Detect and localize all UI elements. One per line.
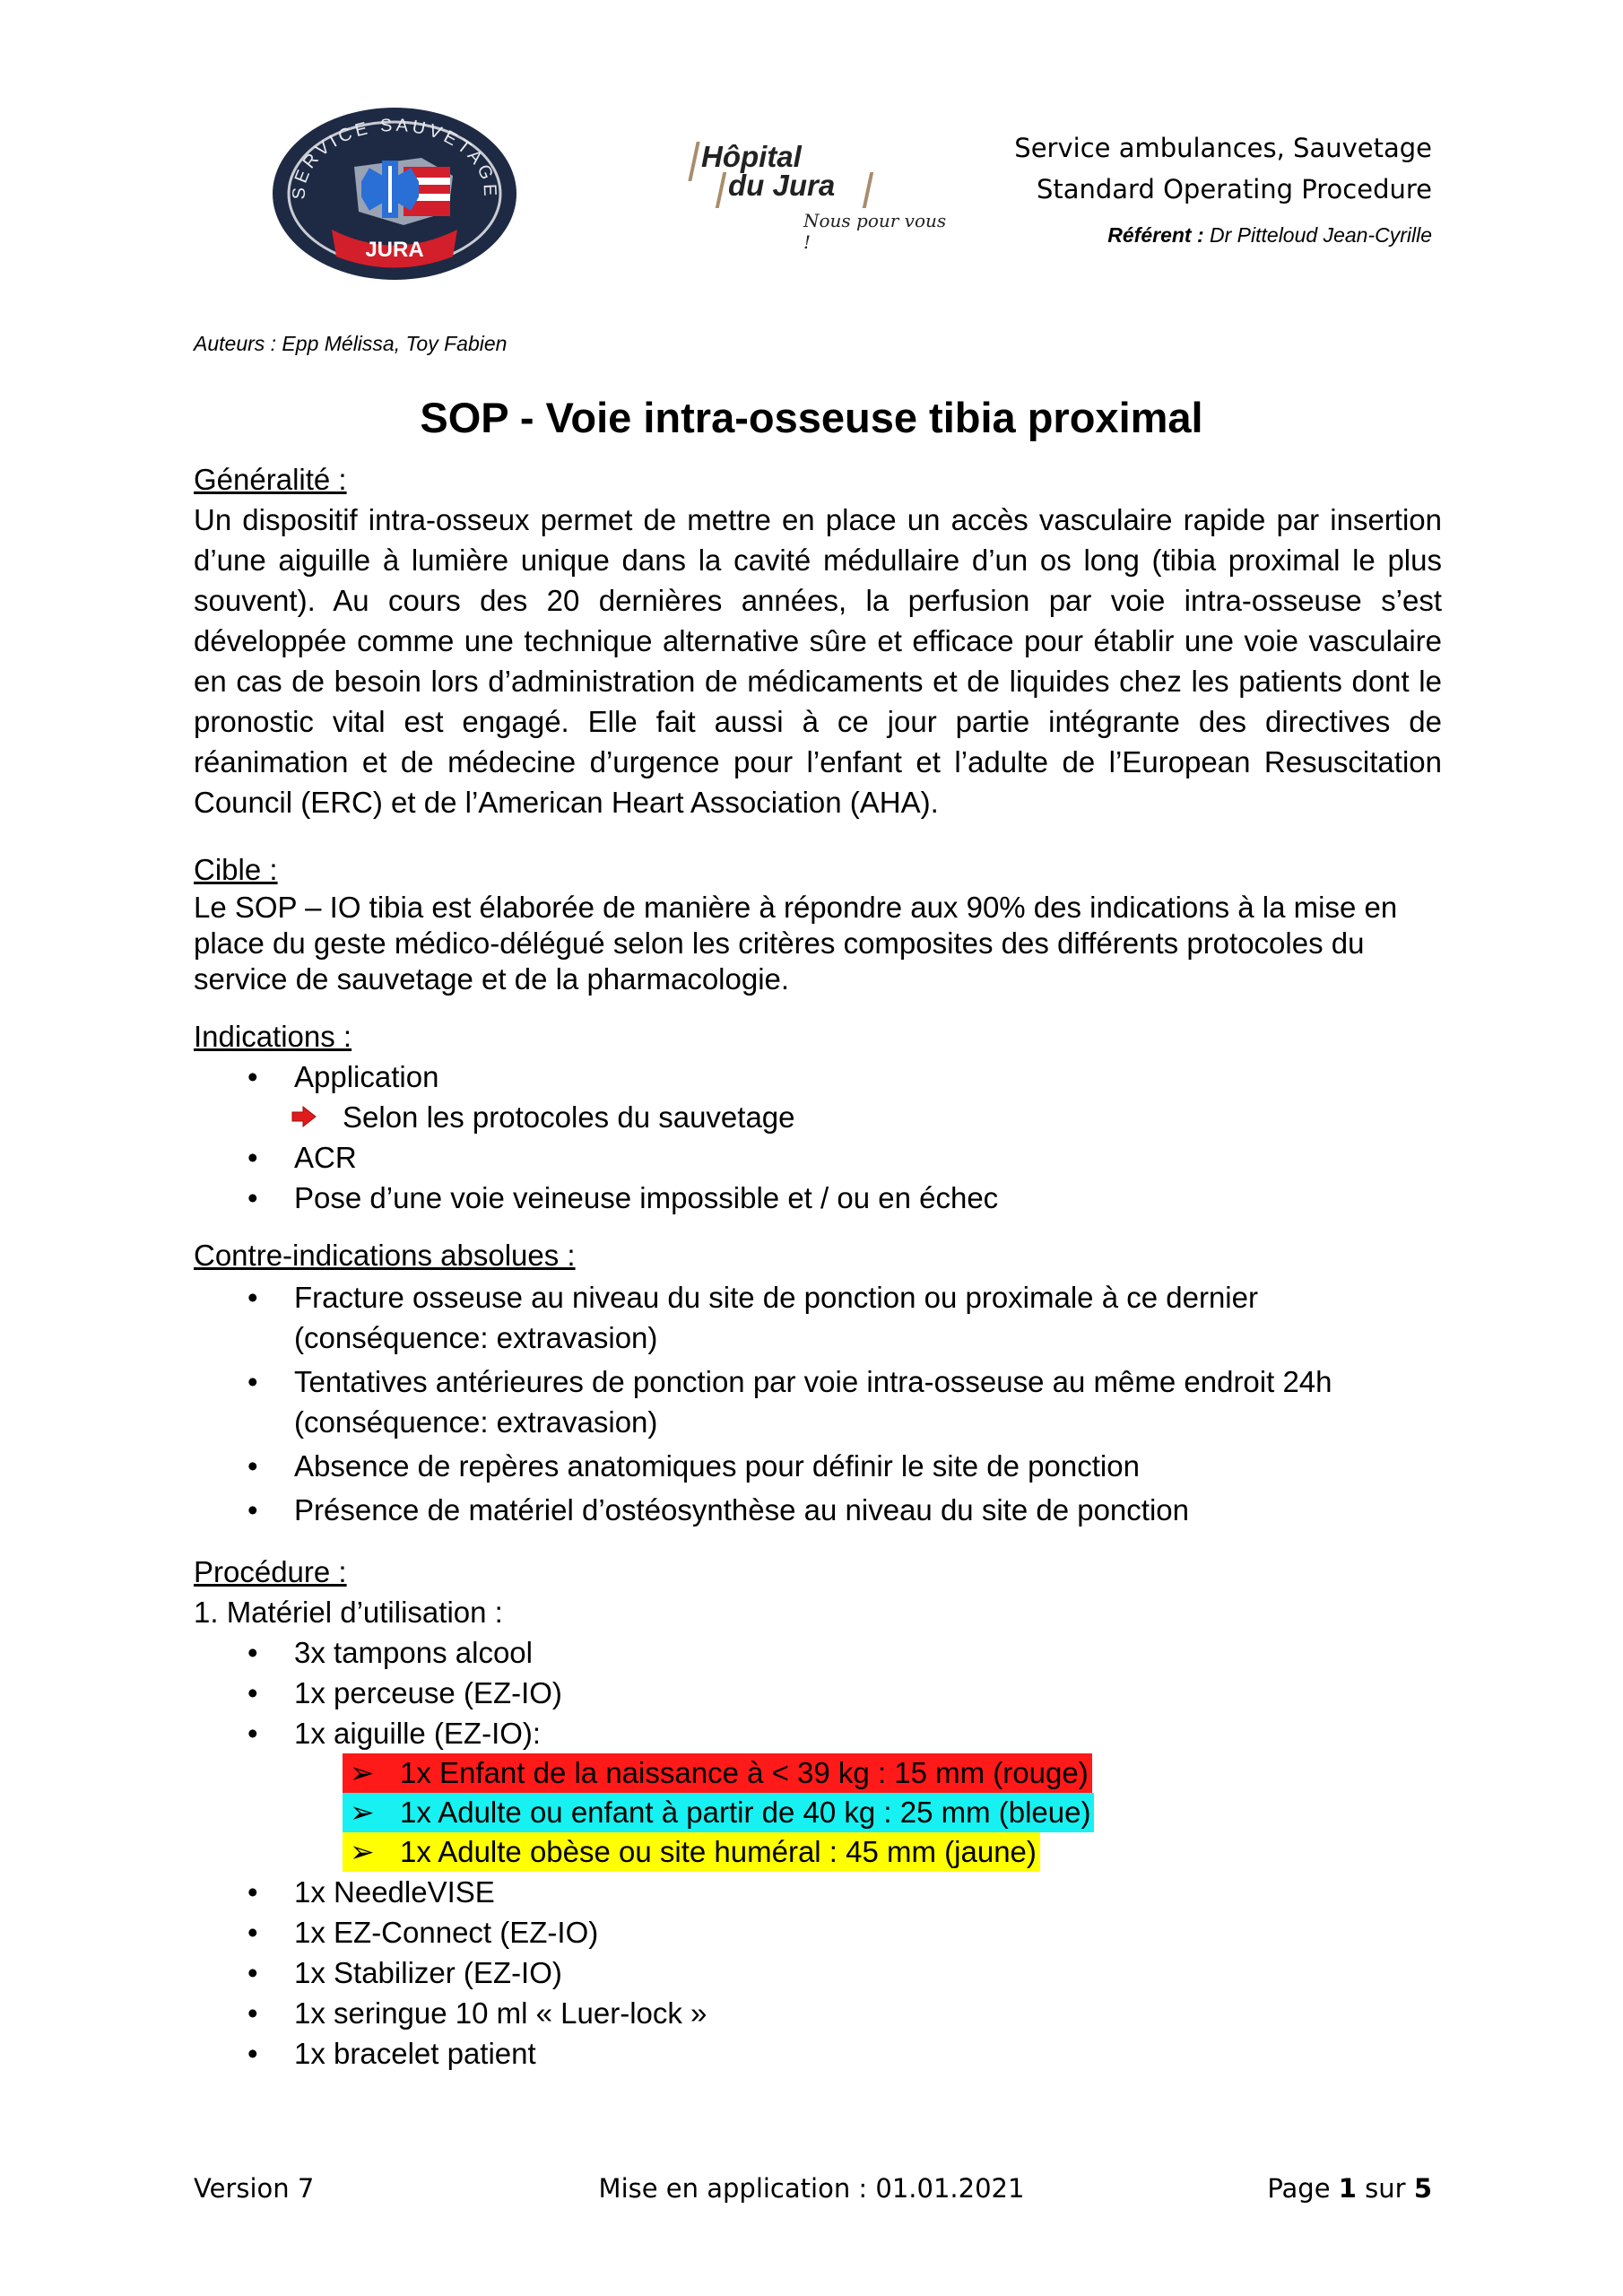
chevron-right-icon: ➢ [350,1756,375,1789]
section-contre-indications [194,1235,1442,1530]
list-item: • 1x perceuse (EZ-IO) [194,1673,1442,1713]
list-item: • Pose d’une voie veineuse impossible et / ou en échec [194,1178,1442,1218]
list-item: • 1x bracelet patient [194,2033,1442,2074]
procedure-subheading: 1. Matériel d’utilisation : [194,1596,503,1629]
list-item: • 1x aiguille (EZ-IO): [194,1713,1442,1753]
contre-heading: Contre-indications absolues : [194,1239,576,1272]
cible-line: place du geste médico-délégué selon les critères composites des différents protocoles du [194,926,1365,960]
chevron-right-icon: ➢ [350,1835,375,1868]
list-item: • 3x tampons alcool [194,1632,1442,1673]
header-referent [1107,219,1432,251]
list-item: • Fracture osseuse au niveau du site de ponction ou proximale à ce dernier (conséquence: extravasion) [194,1277,1442,1358]
list-item: • 1x Stabilizer (EZ-IO) [194,1952,1442,1993]
generalite-heading: Généralité : [194,463,347,496]
footer-version: Version 7 [194,2173,315,2204]
needle-item-red: ➢ 1x Enfant de la naissance à < 39 kg : 15 mm (rouge) [194,1753,1442,1793]
list-item: • Absence de repères anatomiques pour définir le site de ponction [194,1446,1442,1486]
list-sub-item [194,1097,1442,1137]
logo-tagline: Nous pour vous ! [803,210,947,253]
needle-item-blue: ➢ 1x Adulte ou enfant à partir de 40 kg : 25 mm (bleue) [194,1793,1442,1832]
list-item: • Tentatives antérieures de ponction par voie intra-osseuse au même endroit 24h (conséquence: extravasion) [194,1361,1442,1442]
header-service: Service ambulances, Sauvetage [1014,133,1432,163]
indications-heading: Indications : [194,1020,352,1053]
red-arrow-icon [291,1106,317,1127]
generalite-text: Un dispositif intra-osseux permet de mettre en place un accès vasculaire rapide par insertion d’une aiguille à lumière unique dans la cavité médullaire d’un os long (tibia proximal le plus souvent). Au cours des 20 dernières années, la perfusion par voie intra-osseuse s’est développée comme une technique alternative sûre et efficace pour établir une voie vasculaire en cas de besoin lors d’administration de médicaments et de liquides chez les patients dont le pronostic vital est engagé. Elle fait aussi à ce jour partie intégrante des directives de réanimation et de médecine d’urgence pour l’enfant et l’adulte de l’European Resuscitation Council (ERC) et de l’American Heart Association (AHA). [194,503,1442,819]
list-item: • 1x EZ-Connect (EZ-IO) [194,1912,1442,1952]
needle-item-yellow: ➢ 1x Adulte obèse ou site huméral : 45 mm (jaune) [194,1832,1442,1872]
cible-heading: Cible : [194,853,278,886]
section-cible [194,849,1442,997]
section-indications [194,1016,1442,1218]
referent-name: Dr Pitteloud Jean-Cyrille [1210,223,1432,247]
footer-page-number: Page 1 sur 5 [1267,2173,1432,2204]
list-item: • ACR [194,1137,1442,1178]
cible-line: Le SOP – IO tibia est élaborée de manière à répondre aux 90% des indications à la mise en [194,891,1398,924]
cible-line: service de sauvetage et de la pharmacologie. [194,962,790,996]
sauvetage-jura-logo [269,104,520,283]
list-item: • 1x seringue 10 ml « Luer-lock » [194,1993,1442,2033]
page-title: SOP - Voie intra-osseuse tibia proximal [420,394,1203,441]
logo-arc-text: SERVICE SAUVETAGE [289,115,500,200]
logo-hopital-line1: Hôpital [701,140,802,173]
section-generalite [194,459,1442,822]
chevron-right-icon: ➢ [350,1796,375,1829]
hopital-du-jura-logo [683,140,952,253]
list-item: • Application [194,1057,1442,1097]
list-item: • Présence de matériel d’ostéosynthèse au niveau du site de ponction [194,1490,1442,1530]
referent-label: Référent : [1107,223,1204,247]
authors: Auteurs : Epp Mélissa, Toy Fabien [194,332,508,355]
footer-mise-en-application: Mise en application : 01.01.2021 [598,2173,1025,2204]
section-procedure [194,1552,1442,2074]
logo-jura-text: JURA [365,238,424,262]
sub-item-label: Selon les protocoles du sauvetage [343,1100,795,1134]
header-sop: Standard Operating Procedure [1036,174,1432,204]
procedure-heading: Procédure : [194,1555,347,1588]
logo-hopital-line2: du Jura [728,169,836,202]
list-item: • 1x NeedleVISE [194,1872,1442,1912]
